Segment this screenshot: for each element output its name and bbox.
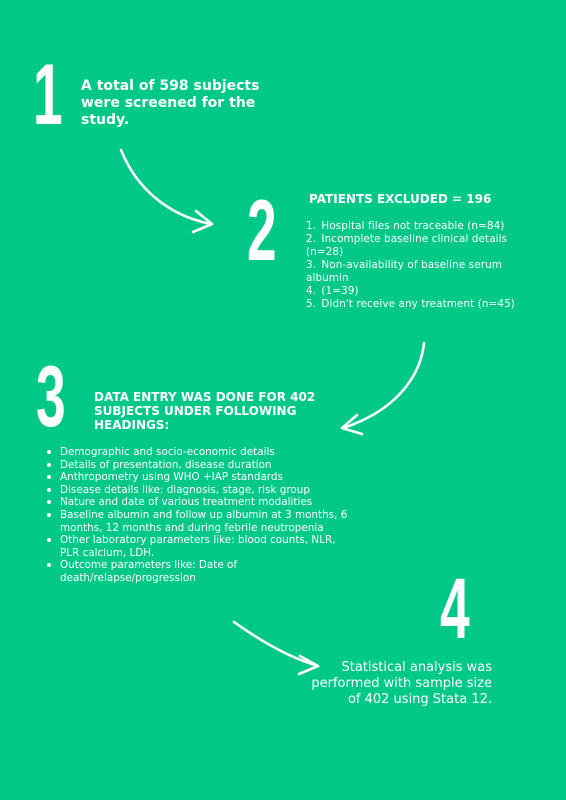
step-4-text: Statistical analysis was performed with sample size of 402 using Stata 12. — [311, 660, 492, 707]
step-3-title: DATA ENTRY WAS DONE FOR 402 SUBJECTS UNDER FOLLOWING HEADINGS: — [94, 390, 316, 432]
list-item: 3. Non-availability of baseline serum albumin — [306, 259, 503, 284]
step-4-number: 4 — [440, 561, 470, 657]
step-2-number: 2 — [247, 183, 277, 279]
list-item: 1. Hospital files not traceable (n=84) — [306, 220, 505, 232]
list-item: Anthropometry using WHO +IAP standards — [46, 471, 356, 484]
step-1-text: A total of 598 subjects were screened for the study. — [81, 78, 260, 128]
list-item: Details of presentation, disease duration — [46, 459, 356, 472]
list-item: Baseline albumin and follow up albumin at 3 months, 6 months, 12 months and during febrile neutropenia — [46, 509, 356, 534]
list-item: Other laboratory parameters like: blood counts, NLR, PLR calcium, LDH. — [46, 534, 356, 559]
step-3-number: 3 — [36, 349, 66, 445]
list-item: 5. Didn't receive any treatment (n=45) — [306, 298, 515, 310]
list-item: Disease details like: diagnosis, stage, risk group — [46, 484, 356, 497]
step-2-title: PATIENTS EXCLUDED = 196 — [309, 192, 492, 206]
list-item: Nature and date of various treatment modalities — [46, 496, 356, 509]
list-item: Outcome parameters like: Date of death/relapse/progression — [46, 559, 356, 584]
list-item: 2. Incomplete baseline clinical details (n=28) — [306, 233, 508, 258]
step-1-number: 1 — [33, 47, 63, 143]
list-item: 4. (1=39) — [306, 285, 359, 297]
list-item: Demographic and socio-economic details — [46, 446, 356, 459]
